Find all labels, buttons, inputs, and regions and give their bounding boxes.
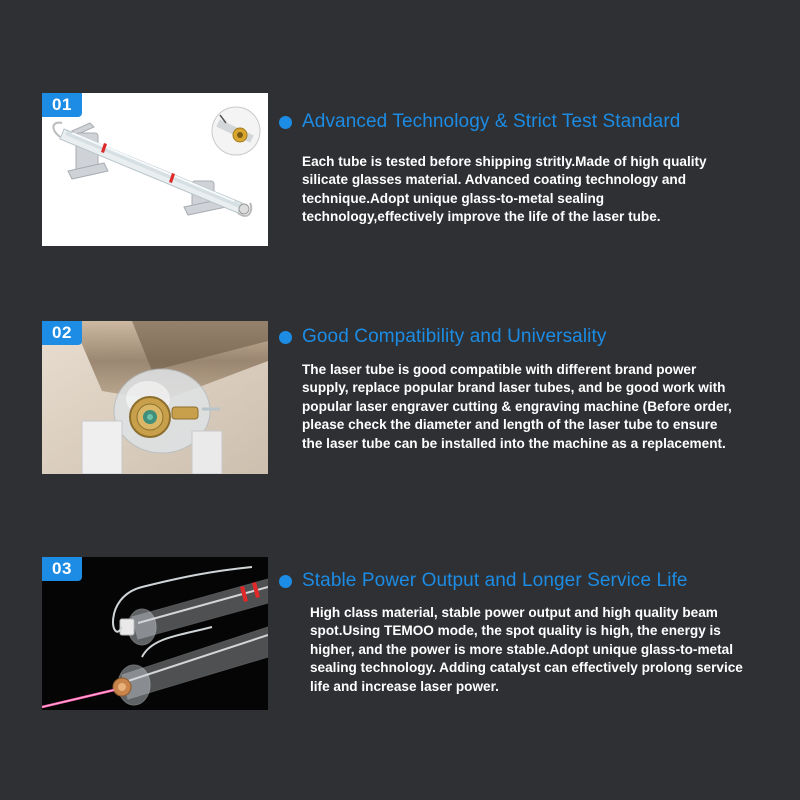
feature-1-image [42, 93, 268, 246]
feature-2-badge: 02 [42, 321, 82, 345]
feature-3-description: High class material, stable power output and high quality beam spot.Using TEMOO mode, the spot quality is high, the energy is higher, and the power is more stable.Adopt unique glass-to-metal sealing technology. Adding catalyst can effectively prolong service life and increase laser power. [310, 605, 743, 694]
feature-1-description: Each tube is tested before shipping stritly.Made of high quality silicate glasses material. Advanced coating technology and technique.Adopt unique glass-to-metal sealing technology,effectively improve the life of the laser tube. [302, 154, 707, 225]
feature-3-badge: 03 [42, 557, 82, 581]
feature-2-title: Good Compatibility and Universality [302, 326, 607, 347]
feature-2-description: The laser tube is good compatible with different brand power supply, replace popular brand laser tubes, and be good work with popular laser engraver cutting & engraving machine (Before order, please check the diameter and length of the laser tube to ensure the laser tube can be installed into the machine as a replacement. [302, 362, 732, 451]
feature-3-bullet-icon [279, 575, 292, 588]
feature-3-title-row [279, 570, 688, 592]
feature-2-title-row [279, 326, 606, 348]
feature-2-bullet-icon [279, 331, 292, 344]
feature-1-bullet-icon [279, 116, 292, 129]
feature-2-image [42, 321, 268, 474]
feature-3-title: Stable Power Output and Longer Service Life [302, 570, 688, 591]
feature-1-title-row [279, 111, 680, 133]
feature-1-badge: 01 [42, 93, 82, 117]
feature-3-image [42, 557, 268, 710]
feature-1-title: Advanced Technology & Strict Test Standard [302, 111, 681, 132]
